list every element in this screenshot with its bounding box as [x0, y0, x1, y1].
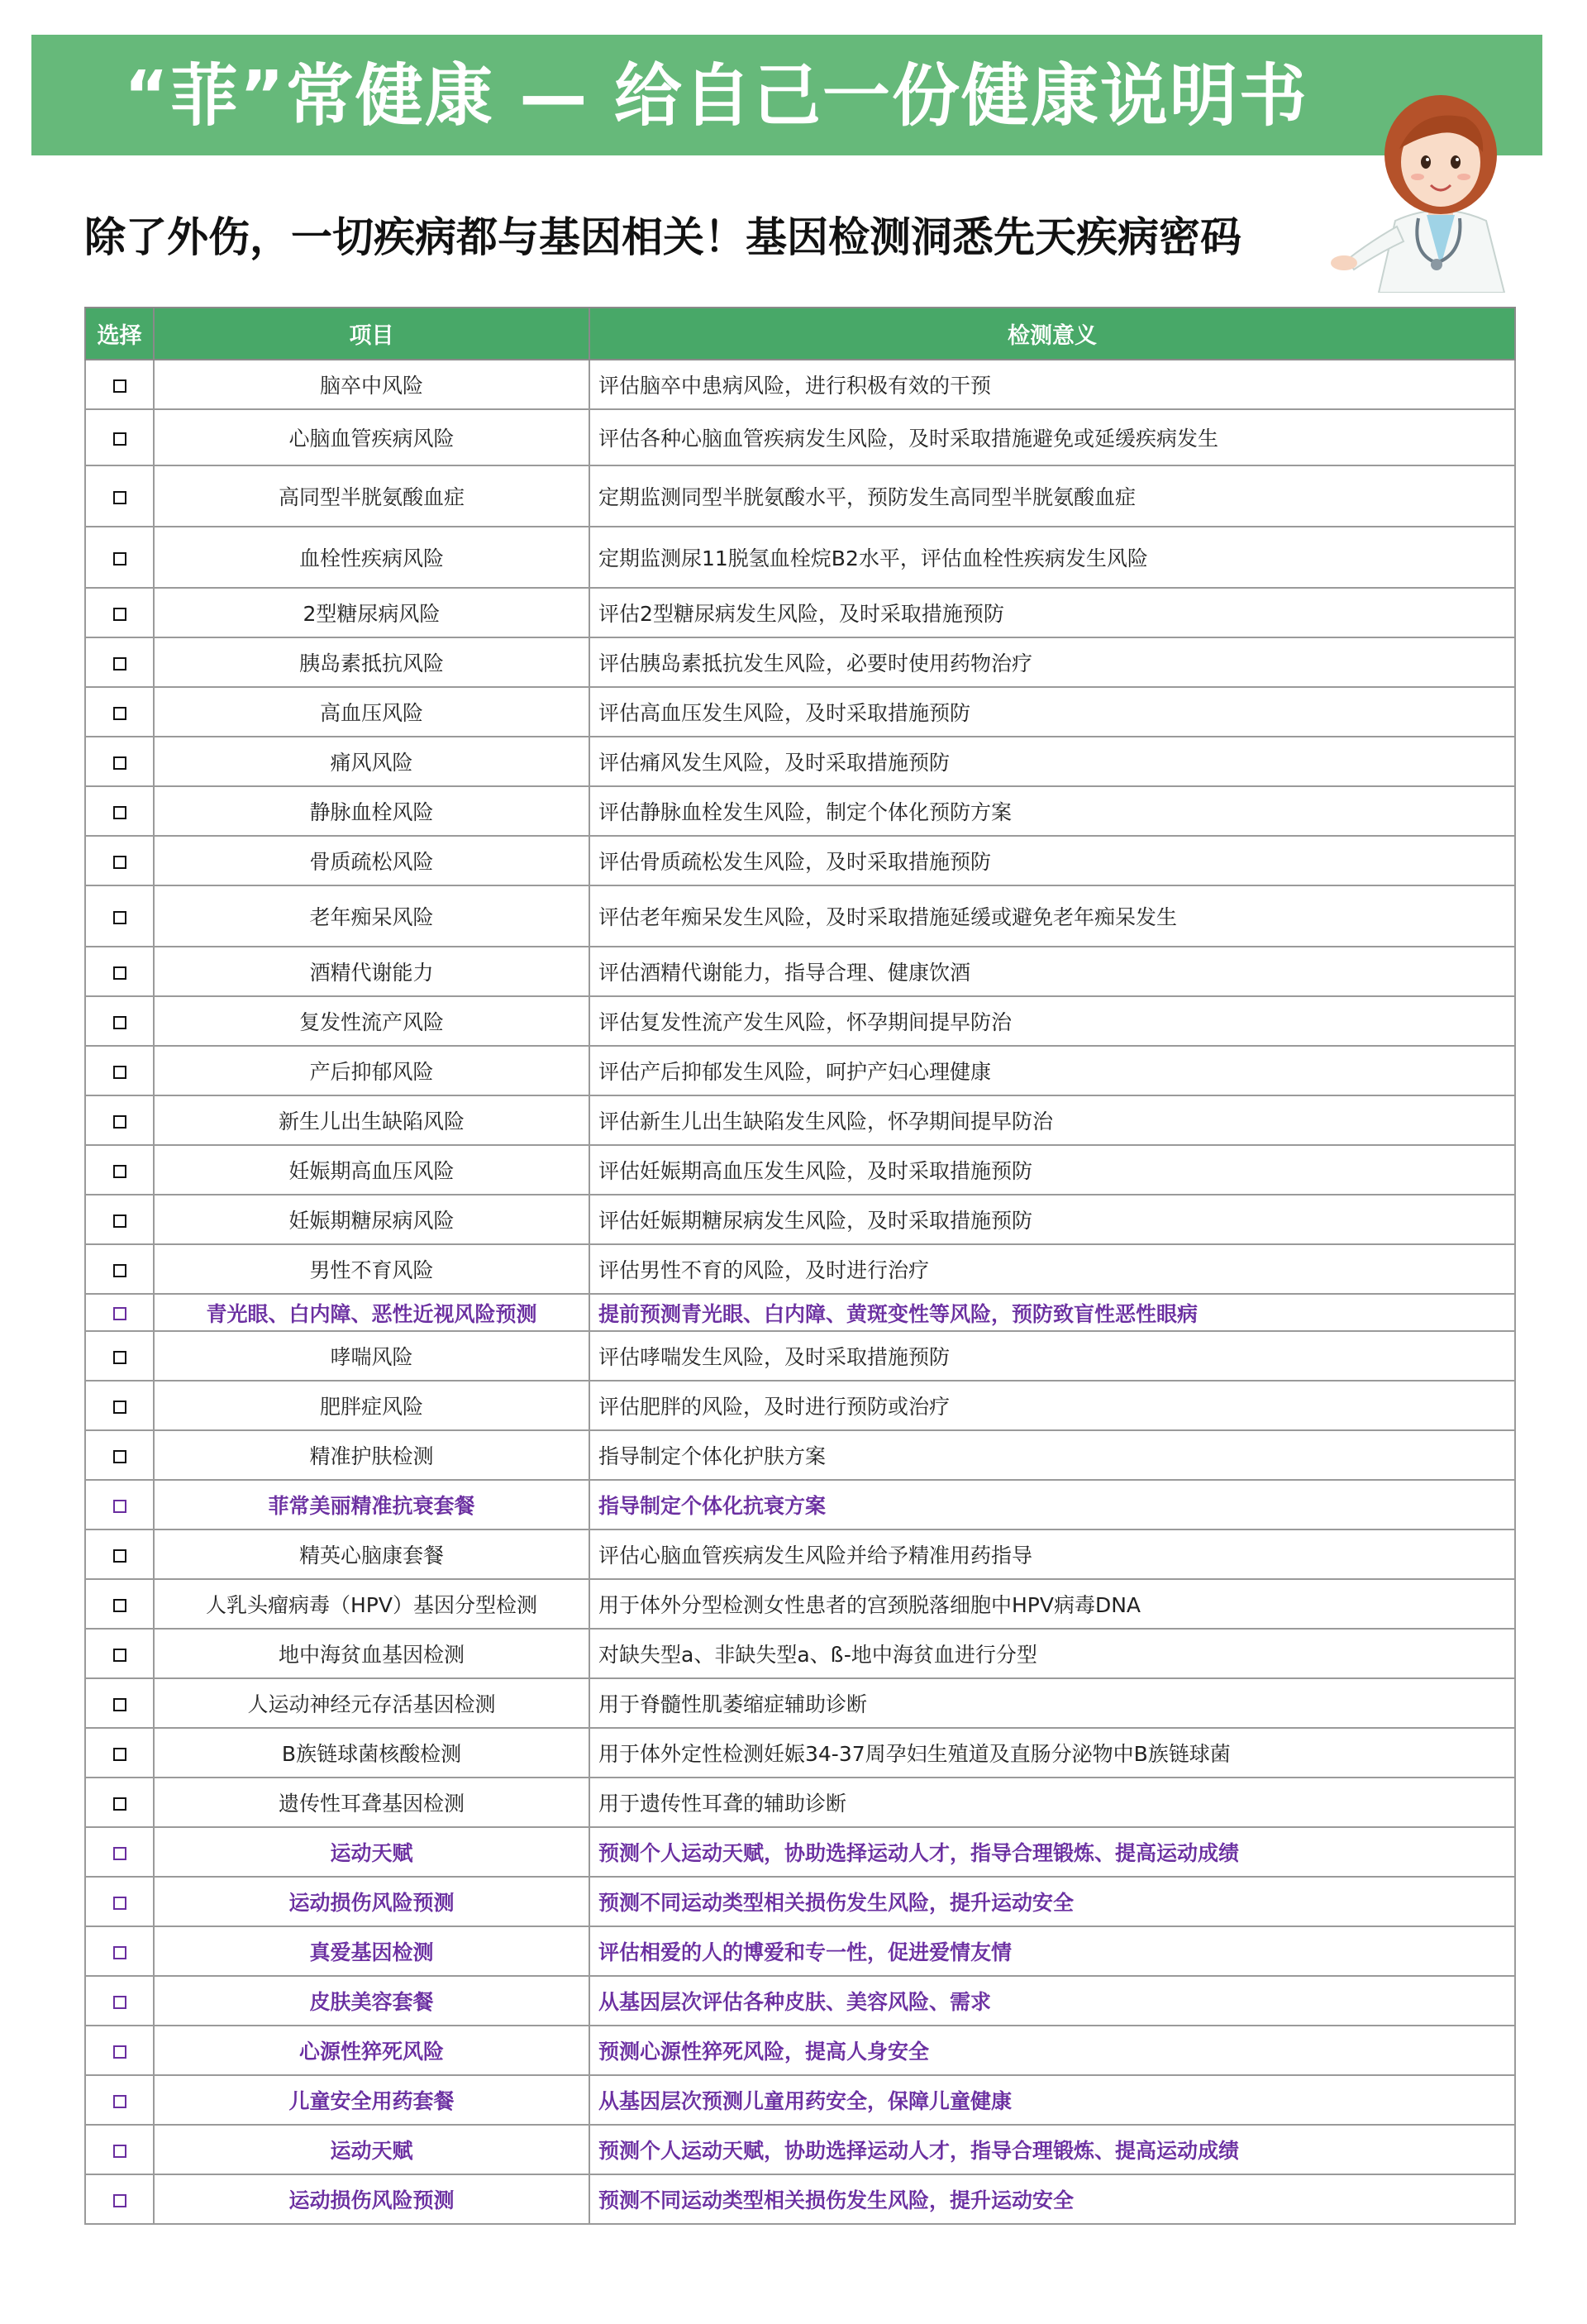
- select-checkbox[interactable]: [113, 552, 126, 565]
- select-checkbox[interactable]: [113, 2095, 126, 2108]
- item-name: 人乳头瘤病毒（HPV）基因分型检测: [154, 1579, 589, 1629]
- select-checkbox[interactable]: [113, 1214, 126, 1228]
- select-cell: [85, 885, 154, 947]
- item-name: 高血压风险: [154, 687, 589, 737]
- select-cell: [85, 409, 154, 465]
- item-name: 哮喘风险: [154, 1331, 589, 1381]
- table-row: [85, 1095, 1515, 1145]
- select-cell: [85, 1579, 154, 1629]
- table-row: [85, 1331, 1515, 1381]
- header-select: 选择: [85, 308, 154, 360]
- item-name: 运动天赋: [154, 1827, 589, 1877]
- select-checkbox[interactable]: [113, 1066, 126, 1079]
- table-row: [85, 836, 1515, 885]
- select-cell: [85, 1926, 154, 1976]
- item-name: 复发性流产风险: [154, 996, 589, 1046]
- select-checkbox[interactable]: [113, 1748, 126, 1761]
- select-cell: [85, 2125, 154, 2174]
- select-cell: [85, 1976, 154, 2026]
- select-cell: [85, 1827, 154, 1877]
- select-cell: [85, 786, 154, 836]
- item-name: 妊娠期高血压风险: [154, 1145, 589, 1195]
- item-name: 真爱基因检测: [154, 1926, 589, 1976]
- item-name: 男性不育风险: [154, 1244, 589, 1294]
- select-cell: [85, 527, 154, 588]
- item-meaning: 预测不同运动类型相关损伤发生风险，提升运动安全: [589, 1877, 1515, 1926]
- header-meaning: 检测意义: [589, 308, 1515, 360]
- doctor-illustration: [1321, 76, 1561, 293]
- select-checkbox[interactable]: [113, 1351, 126, 1364]
- select-checkbox[interactable]: [113, 1649, 126, 1662]
- table-row: [85, 687, 1515, 737]
- table-row: [85, 1877, 1515, 1926]
- select-cell: [85, 637, 154, 687]
- item-meaning: 评估心脑血管疾病发生风险并给予精准用药指导: [589, 1529, 1515, 1579]
- table-header-row: [85, 308, 1515, 360]
- page-title: “菲”常健康 — 给自己一份健康说明书: [124, 57, 1308, 136]
- select-cell: [85, 360, 154, 409]
- item-meaning: 评估胰岛素抵抗发生风险，必要时使用药物治疗: [589, 637, 1515, 687]
- select-cell: [85, 1629, 154, 1678]
- item-name: 青光眼、白内障、恶性近视风险预测: [154, 1294, 589, 1331]
- item-meaning: 对缺失型a、非缺失型a、ß-地中海贫血进行分型: [589, 1629, 1515, 1678]
- select-checkbox[interactable]: [113, 657, 126, 670]
- item-meaning: 评估酒精代谢能力，指导合理、健康饮酒: [589, 947, 1515, 996]
- select-cell: [85, 1778, 154, 1827]
- table-row: [85, 409, 1515, 465]
- item-meaning: 预测个人运动天赋，协助选择运动人才，指导合理锻炼、提高运动成绩: [589, 2125, 1515, 2174]
- select-cell: [85, 2026, 154, 2075]
- table-row: [85, 1430, 1515, 1480]
- table-row: [85, 1529, 1515, 1579]
- item-name: 脑卒中风险: [154, 360, 589, 409]
- select-cell: [85, 1331, 154, 1381]
- select-cell: [85, 2075, 154, 2125]
- item-meaning: 评估痛风发生风险，及时采取措施预防: [589, 737, 1515, 786]
- item-name: 骨质疏松风险: [154, 836, 589, 885]
- select-checkbox[interactable]: [113, 1264, 126, 1277]
- item-name: 皮肤美容套餐: [154, 1976, 589, 2026]
- item-meaning: 评估妊娠期高血压发生风险，及时采取措施预防: [589, 1145, 1515, 1195]
- select-checkbox[interactable]: [113, 2145, 126, 2158]
- item-name: 高同型半胱氨酸血症: [154, 465, 589, 527]
- select-cell: [85, 737, 154, 786]
- select-checkbox[interactable]: [113, 2045, 126, 2059]
- select-checkbox[interactable]: [113, 1115, 126, 1129]
- test-items-table: [84, 307, 1516, 2225]
- table-row: [85, 527, 1515, 588]
- select-checkbox[interactable]: [113, 1797, 126, 1811]
- table-row: [85, 2075, 1515, 2125]
- table-row: [85, 1728, 1515, 1778]
- select-checkbox[interactable]: [113, 1165, 126, 1178]
- item-meaning: 定期监测尿11脱氢血栓烷B2水平，评估血栓性疾病发生风险: [589, 527, 1515, 588]
- select-checkbox[interactable]: [113, 1450, 126, 1463]
- table-row: [85, 1244, 1515, 1294]
- select-checkbox[interactable]: [113, 1599, 126, 1612]
- item-meaning: 评估静脉血栓发生风险，制定个体化预防方案: [589, 786, 1515, 836]
- select-cell: [85, 1244, 154, 1294]
- select-cell: [85, 1529, 154, 1579]
- item-name: 肥胖症风险: [154, 1381, 589, 1430]
- item-meaning: 预测心源性猝死风险，提高人身安全: [589, 2026, 1515, 2075]
- item-meaning: 评估肥胖的风险，及时进行预防或治疗: [589, 1381, 1515, 1430]
- item-meaning: 评估骨质疏松发生风险，及时采取措施预防: [589, 836, 1515, 885]
- item-name: 心源性猝死风险: [154, 2026, 589, 2075]
- select-checkbox[interactable]: [113, 2194, 126, 2207]
- select-checkbox[interactable]: [113, 1307, 126, 1320]
- item-name: 精英心脑康套餐: [154, 1529, 589, 1579]
- item-name: 地中海贫血基因检测: [154, 1629, 589, 1678]
- item-meaning: 评估哮喘发生风险，及时采取措施预防: [589, 1331, 1515, 1381]
- table-row: [85, 1046, 1515, 1095]
- item-name: 痛风风险: [154, 737, 589, 786]
- select-cell: [85, 1480, 154, 1529]
- select-cell: [85, 1381, 154, 1430]
- select-checkbox[interactable]: [113, 1698, 126, 1711]
- table-row: [85, 996, 1515, 1046]
- item-meaning: 提前预测青光眼、白内障、黄斑变性等风险，预防致盲性恶性眼病: [589, 1294, 1515, 1331]
- table-body: [85, 360, 1515, 2224]
- item-name: 新生儿出生缺陷风险: [154, 1095, 589, 1145]
- select-checkbox[interactable]: [113, 1401, 126, 1414]
- item-meaning: 用于体外定性检测妊娠34-37周孕妇生殖道及直肠分泌物中B族链球菌: [589, 1728, 1515, 1778]
- select-cell: [85, 1877, 154, 1926]
- item-meaning: 指导制定个体化抗衰方案: [589, 1480, 1515, 1529]
- item-meaning: 预测不同运动类型相关损伤发生风险，提升运动安全: [589, 2174, 1515, 2224]
- table-row: [85, 1294, 1515, 1331]
- select-checkbox[interactable]: [113, 806, 126, 819]
- select-cell: [85, 687, 154, 737]
- item-meaning: 评估男性不育的风险，及时进行治疗: [589, 1244, 1515, 1294]
- select-checkbox[interactable]: [113, 707, 126, 720]
- select-cell: [85, 588, 154, 637]
- select-cell: [85, 1430, 154, 1480]
- table-row: [85, 1629, 1515, 1678]
- table-row: [85, 947, 1515, 996]
- select-checkbox[interactable]: [113, 1500, 126, 1513]
- item-name: 儿童安全用药套餐: [154, 2075, 589, 2125]
- item-meaning: 评估脑卒中患病风险，进行积极有效的干预: [589, 360, 1515, 409]
- header-item: 项目: [154, 308, 589, 360]
- item-meaning: 用于脊髓性肌萎缩症辅助诊断: [589, 1678, 1515, 1728]
- select-checkbox[interactable]: [113, 608, 126, 621]
- item-meaning: 从基因层次预测儿童用药安全，保障儿童健康: [589, 2075, 1515, 2125]
- table-row: [85, 1145, 1515, 1195]
- select-checkbox[interactable]: [113, 911, 126, 924]
- item-meaning: 评估2型糖尿病发生风险，及时采取措施预防: [589, 588, 1515, 637]
- item-meaning: 评估产后抑郁发生风险，呵护产妇心理健康: [589, 1046, 1515, 1095]
- item-name: 老年痴呆风险: [154, 885, 589, 947]
- item-meaning: 从基因层次评估各种皮肤、美容风险、需求: [589, 1976, 1515, 2026]
- item-name: 精准护肤检测: [154, 1430, 589, 1480]
- item-name: 遗传性耳聋基因检测: [154, 1778, 589, 1827]
- item-name: 运动损伤风险预测: [154, 2174, 589, 2224]
- item-name: 运动损伤风险预测: [154, 1877, 589, 1926]
- item-meaning: 评估相爱的人的博爱和专一性，促进爱情友情: [589, 1926, 1515, 1976]
- item-meaning: 指导制定个体化护肤方案: [589, 1430, 1515, 1480]
- table-row: [85, 2174, 1515, 2224]
- select-cell: [85, 1294, 154, 1331]
- table-row: [85, 1195, 1515, 1244]
- item-meaning: 用于遗传性耳聋的辅助诊断: [589, 1778, 1515, 1827]
- item-name: 菲常美丽精准抗衰套餐: [154, 1480, 589, 1529]
- item-name: 2型糖尿病风险: [154, 588, 589, 637]
- select-checkbox[interactable]: [113, 491, 126, 504]
- table-row: [85, 1678, 1515, 1728]
- item-meaning: 评估妊娠期糖尿病发生风险，及时采取措施预防: [589, 1195, 1515, 1244]
- select-cell: [85, 996, 154, 1046]
- select-cell: [85, 947, 154, 996]
- table-row: [85, 1579, 1515, 1629]
- item-meaning: 评估各种心脑血管疾病发生风险，及时采取措施避免或延缓疾病发生: [589, 409, 1515, 465]
- table-row: [85, 2125, 1515, 2174]
- table-row: [85, 1827, 1515, 1877]
- table-row: [85, 786, 1515, 836]
- item-name: 酒精代谢能力: [154, 947, 589, 996]
- select-cell: [85, 836, 154, 885]
- select-cell: [85, 2174, 154, 2224]
- item-name: 产后抑郁风险: [154, 1046, 589, 1095]
- select-checkbox[interactable]: [113, 379, 126, 393]
- select-checkbox[interactable]: [113, 966, 126, 980]
- table-row: [85, 637, 1515, 687]
- item-name: B族链球菌核酸检测: [154, 1728, 589, 1778]
- item-name: 运动天赋: [154, 2125, 589, 2174]
- item-name: 静脉血栓风险: [154, 786, 589, 836]
- table-row: [85, 1976, 1515, 2026]
- select-cell: [85, 1145, 154, 1195]
- select-checkbox[interactable]: [113, 1996, 126, 2009]
- select-cell: [85, 1678, 154, 1728]
- select-checkbox[interactable]: [113, 1016, 126, 1029]
- item-name: 妊娠期糖尿病风险: [154, 1195, 589, 1244]
- table-row: [85, 360, 1515, 409]
- select-cell: [85, 465, 154, 527]
- select-checkbox[interactable]: [113, 856, 126, 869]
- item-meaning: 预测个人运动天赋，协助选择运动人才，指导合理锻炼、提高运动成绩: [589, 1827, 1515, 1877]
- select-checkbox[interactable]: [113, 432, 126, 446]
- select-cell: [85, 1046, 154, 1095]
- table-row: [85, 737, 1515, 786]
- select-checkbox[interactable]: [113, 1847, 126, 1860]
- item-meaning: 评估老年痴呆发生风险，及时采取措施延缓或避免老年痴呆发生: [589, 885, 1515, 947]
- select-checkbox[interactable]: [113, 756, 126, 770]
- item-meaning: 评估新生儿出生缺陷发生风险，怀孕期间提早防治: [589, 1095, 1515, 1145]
- page-subtitle: 除了外伤，一切疾病都与基因相关！基因检测洞悉先天疾病密码: [84, 213, 1241, 261]
- item-name: 人运动神经元存活基因检测: [154, 1678, 589, 1728]
- item-meaning: 定期监测同型半胱氨酸水平，预防发生高同型半胱氨酸血症: [589, 465, 1515, 527]
- item-name: 心脑血管疾病风险: [154, 409, 589, 465]
- select-cell: [85, 1095, 154, 1145]
- table-row: [85, 2026, 1515, 2075]
- table-row: [85, 465, 1515, 527]
- select-cell: [85, 1728, 154, 1778]
- table-row: [85, 588, 1515, 637]
- item-name: 血栓性疾病风险: [154, 527, 589, 588]
- table-row: [85, 885, 1515, 947]
- select-cell: [85, 1195, 154, 1244]
- item-name: 胰岛素抵抗风险: [154, 637, 589, 687]
- table-row: [85, 1480, 1515, 1529]
- select-checkbox[interactable]: [113, 1946, 126, 1959]
- table-row: [85, 1381, 1515, 1430]
- table-row: [85, 1778, 1515, 1827]
- item-meaning: 用于体外分型检测女性患者的宫颈脱落细胞中HPV病毒DNA: [589, 1579, 1515, 1629]
- item-meaning: 评估复发性流产发生风险，怀孕期间提早防治: [589, 996, 1515, 1046]
- select-checkbox[interactable]: [113, 1897, 126, 1910]
- item-meaning: 评估高血压发生风险，及时采取措施预防: [589, 687, 1515, 737]
- select-checkbox[interactable]: [113, 1549, 126, 1563]
- table-row: [85, 1926, 1515, 1976]
